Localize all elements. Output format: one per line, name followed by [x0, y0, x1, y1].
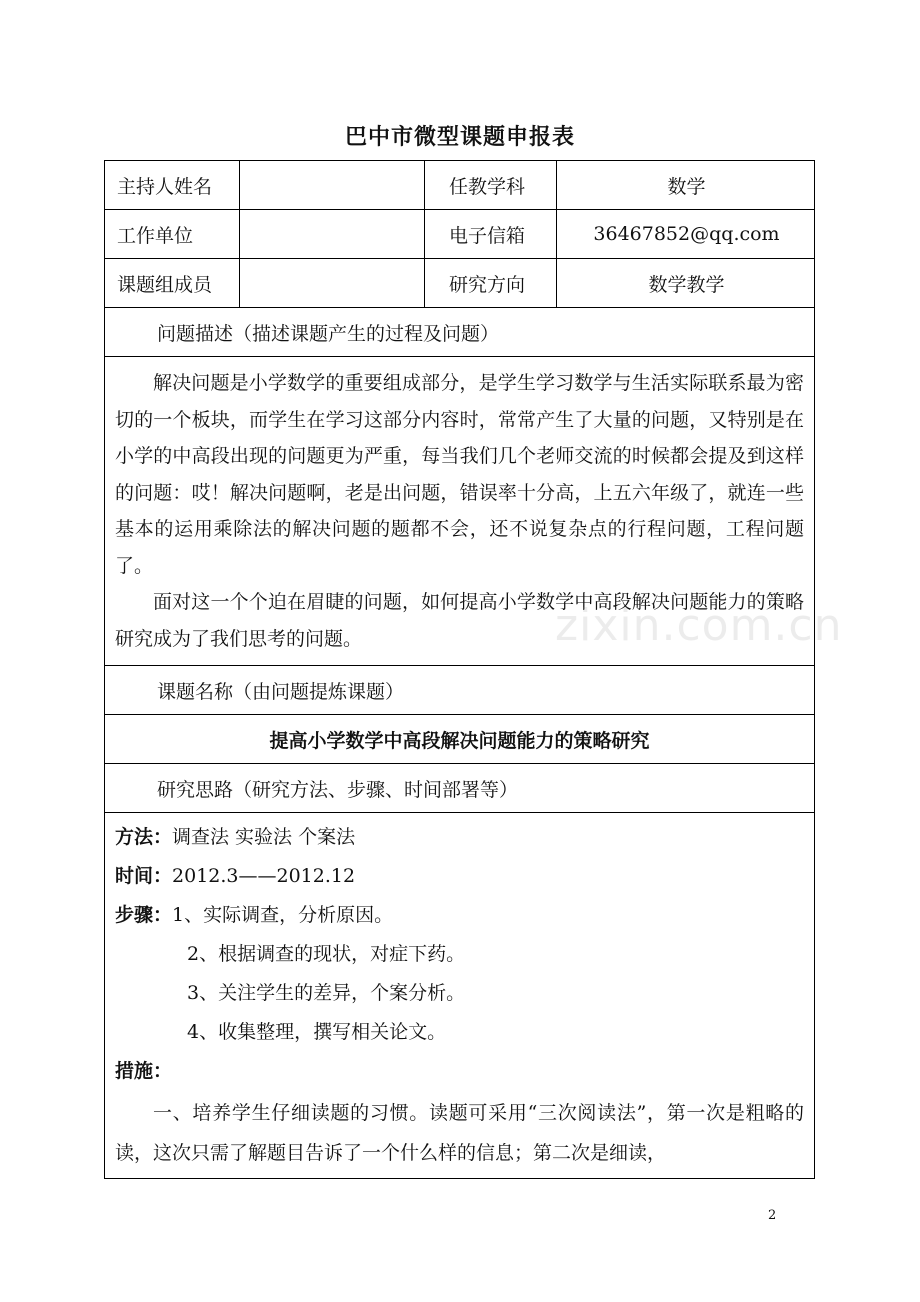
page-number: 2 — [768, 1208, 777, 1223]
problem-paragraph-2: 面对这一个个迫在眉睫的问题，如何提高小学数学中高段解决问题能力的策略研究成为了我们思考的问题。 — [115, 591, 804, 650]
problem-heading: 问题描述（描述课题产生的过程及问题） — [157, 322, 500, 345]
topic-heading: 课题名称（由问题提炼课题） — [157, 680, 405, 703]
watermark: zixin.com.cn — [555, 600, 843, 651]
steps-label: 步骤： — [115, 904, 173, 926]
value-host-name — [239, 161, 424, 209]
method-line — [115, 818, 804, 857]
method-label: 方法： — [115, 826, 173, 848]
step-3: 3、关注学生的差异，个案分析。 — [187, 982, 466, 1004]
topic-name-row — [105, 715, 814, 764]
time-label: 时间： — [115, 865, 173, 887]
method-value: 调查法 实验法 个案法 — [172, 826, 356, 848]
step-2: 2、根据调查的现状，对症下药。 — [187, 943, 466, 965]
approach-heading: 研究思路（研究方法、步骤、时间部署等） — [157, 778, 519, 801]
time-value: 2012.3——2012.12 — [172, 865, 356, 887]
problem-heading-row — [105, 308, 814, 357]
value-research-direction: 数学教学 — [556, 259, 816, 307]
form-title: 巴中市微型课题申报表 — [344, 125, 575, 150]
time-line — [115, 857, 804, 896]
measures-text: 一、培养学生仔细读题的习惯。读题可采用“三次阅读法”，第一次是粗略的读，这次只需了解题目告诉了一个什么样的信息；第二次是细读， — [115, 1102, 804, 1164]
value-subject: 数学 — [556, 161, 816, 209]
steps-line — [115, 896, 804, 935]
step-4: 4、收集整理，撰写相关论文。 — [187, 1021, 447, 1043]
label-research-direction: 研究方向 — [424, 259, 556, 307]
topic-heading-row — [105, 666, 814, 715]
measures-line — [115, 1052, 804, 1091]
measures-label: 措施： — [115, 1060, 173, 1082]
info-row-members — [105, 259, 814, 308]
label-email: 电子信箱 — [424, 210, 556, 258]
info-row-unit — [105, 210, 814, 259]
label-subject: 任教学科 — [424, 161, 556, 209]
approach-heading-row — [105, 764, 814, 813]
label-host-name: 主持人姓名 — [117, 175, 213, 198]
application-form-table — [104, 160, 815, 1179]
problem-paragraph-1: 解决问题是小学数学的重要组成部分，是学生学习数学与生活实际联系最为密切的一个板块，而学生在学习这部分内容时，常常产生了大量的问题，又特别是在小学的中高段出现的问题更为严重，每当我们几个老师交流的时候都会提及到这样的问题：哎！解决问题啊，老是出问题，错误率十分高，上五六年级了，就连一些基本的运用乘除法的解决问题的题都不会，还不说复杂点的行程问题，工程问题了。 — [115, 372, 804, 577]
label-work-unit: 工作单位 — [117, 224, 194, 247]
value-members — [239, 259, 424, 307]
topic-name: 提高小学数学中高段解决问题能力的策略研究 — [269, 729, 650, 752]
value-email: 36467852@qq.com — [556, 210, 816, 258]
info-row-teacher — [105, 161, 814, 210]
value-work-unit — [239, 210, 424, 258]
step-1: 1、实际调查，分析原因。 — [172, 904, 394, 926]
label-members: 课题组成员 — [117, 273, 213, 296]
approach-body — [105, 813, 814, 1178]
